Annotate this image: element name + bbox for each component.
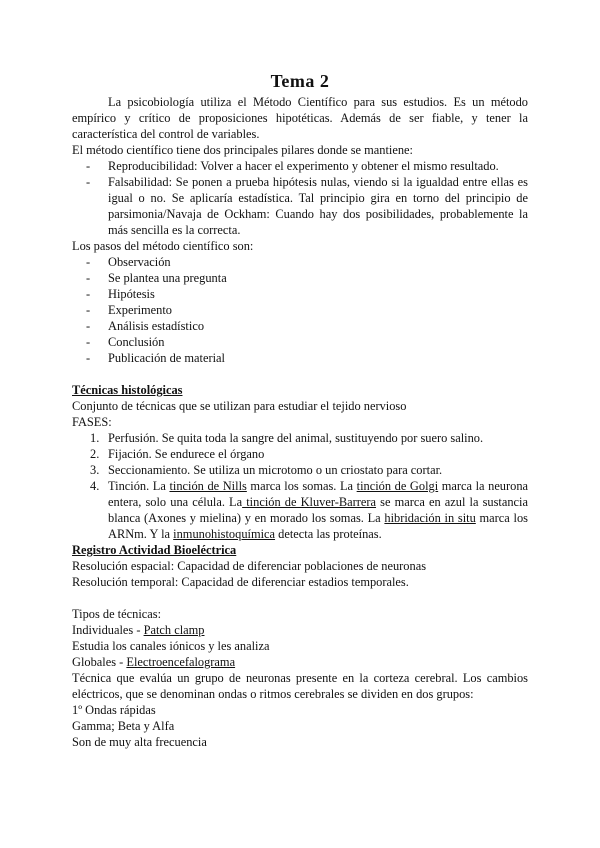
- resolucion-espacial: Resolución espacial: Capacidad de diferenciar poblaciones de neuronas: [72, 559, 427, 573]
- fases-list: [72, 430, 528, 542]
- globales-line: Globales - Electroencefalograma: [72, 655, 236, 669]
- page-title: Tema 2: [270, 71, 330, 91]
- steps-intro: Los pasos del método científico son:: [72, 239, 254, 253]
- list-item: - Falsabilidad: Se ponen a prueba hipótesis nulas, viendo si la igualdad entre ellas es igual o no. Se aplicaría estadística. Tal principio gira en torno del principio de parsimonia/Navaja de Ockham: Cuando hay dos posibilidades, probablemente la más sencilla es la correcta.: [108, 174, 528, 238]
- histo-description: Conjunto de técnicas que se utilizan para estudiar el tejido nervioso: [72, 399, 407, 413]
- list-item: - Análisis estadístico: [108, 318, 528, 334]
- list-item: - Hipótesis: [108, 286, 528, 302]
- steps-list: [72, 254, 528, 366]
- tipos-label: Tipos de técnicas:: [72, 607, 162, 621]
- globales-desc: Técnica que evalúa un grupo de neuronas presente en la corteza cerebral. Los cambios eléctricos, que se denominan ondas o ritmos cerebrales se dividen en dos grupos:: [72, 671, 528, 701]
- resolucion-temporal: Resolución temporal: Capacidad de diferenciar estadios temporales.: [72, 575, 409, 589]
- list-item: - Publicación de material: [108, 350, 528, 366]
- list-item: - Se plantea una pregunta: [108, 270, 528, 286]
- section-heading-registro: Registro Actividad Bioeléctrica: [72, 543, 237, 557]
- term-nills: tinción de Nills: [169, 479, 247, 493]
- document-page: [72, 70, 528, 750]
- alta-frecuencia: Son de muy alta frecuencia: [72, 735, 207, 749]
- list-item: - Experimento: [108, 302, 528, 318]
- individuales-line: Individuales - Patch clamp: [72, 623, 205, 637]
- individuales-desc: Estudia los canales iónicos y les analiza: [72, 639, 270, 653]
- list-item: 1. Perfusión. Se quita toda la sangre del animal, sustituyendo por suero salino.: [90, 431, 484, 445]
- fases-label: FASES:: [72, 415, 112, 429]
- term-golgi: tinción de Golgi: [356, 479, 439, 493]
- intro-paragraph: La psicobiología utiliza el Método Científico para sus estudios. Es un método empírico y crítico de proposiciones hipotéticas. Además de ser fiable, y tener la característica del control de variables.: [72, 95, 528, 141]
- pillars-list: [72, 158, 528, 238]
- term-patch-clamp: Patch clamp: [143, 623, 205, 637]
- term-inmunohistoquimica: inmunohistoquímica: [173, 527, 276, 541]
- pillars-intro: El método científico tiene dos principales pilares donde se mantiene:: [72, 143, 413, 157]
- ondas-rapidas: 1º Ondas rápidas: [72, 703, 156, 717]
- list-item-tincion: 4. Tinción. La tinción de Nills marca los somas. La tinción de Golgi marca la neurona entera, solo una célula. La tinción de Kluver-Barrera se marca en azul la sustancia blanca (Axones y mielina) y en morado los somas. La hibridación in situ marca los ARNm. Y la inmunohistoquímica detecta las proteínas.: [90, 479, 529, 541]
- term-hibridacion: hibridación in situ: [384, 511, 476, 525]
- list-item: 3. Seccionamiento. Se utiliza un microtomo o un criostato para cortar.: [90, 463, 443, 477]
- list-item: - Reproducibilidad: Volver a hacer el experimento y obtener el mismo resultado.: [108, 158, 528, 174]
- term-electroencefalograma: Electroencefalograma: [126, 655, 236, 669]
- term-kluver-barrera: tinción de Kluver-Barrera: [242, 495, 377, 509]
- list-item: 2. Fijación. Se endurece el órgano: [90, 447, 265, 461]
- section-heading-histologicas: Técnicas histológicas: [72, 383, 183, 397]
- gamma-beta-alfa: Gamma; Beta y Alfa: [72, 719, 175, 733]
- list-item: - Conclusión: [108, 334, 528, 350]
- list-item: - Observación: [108, 254, 528, 270]
